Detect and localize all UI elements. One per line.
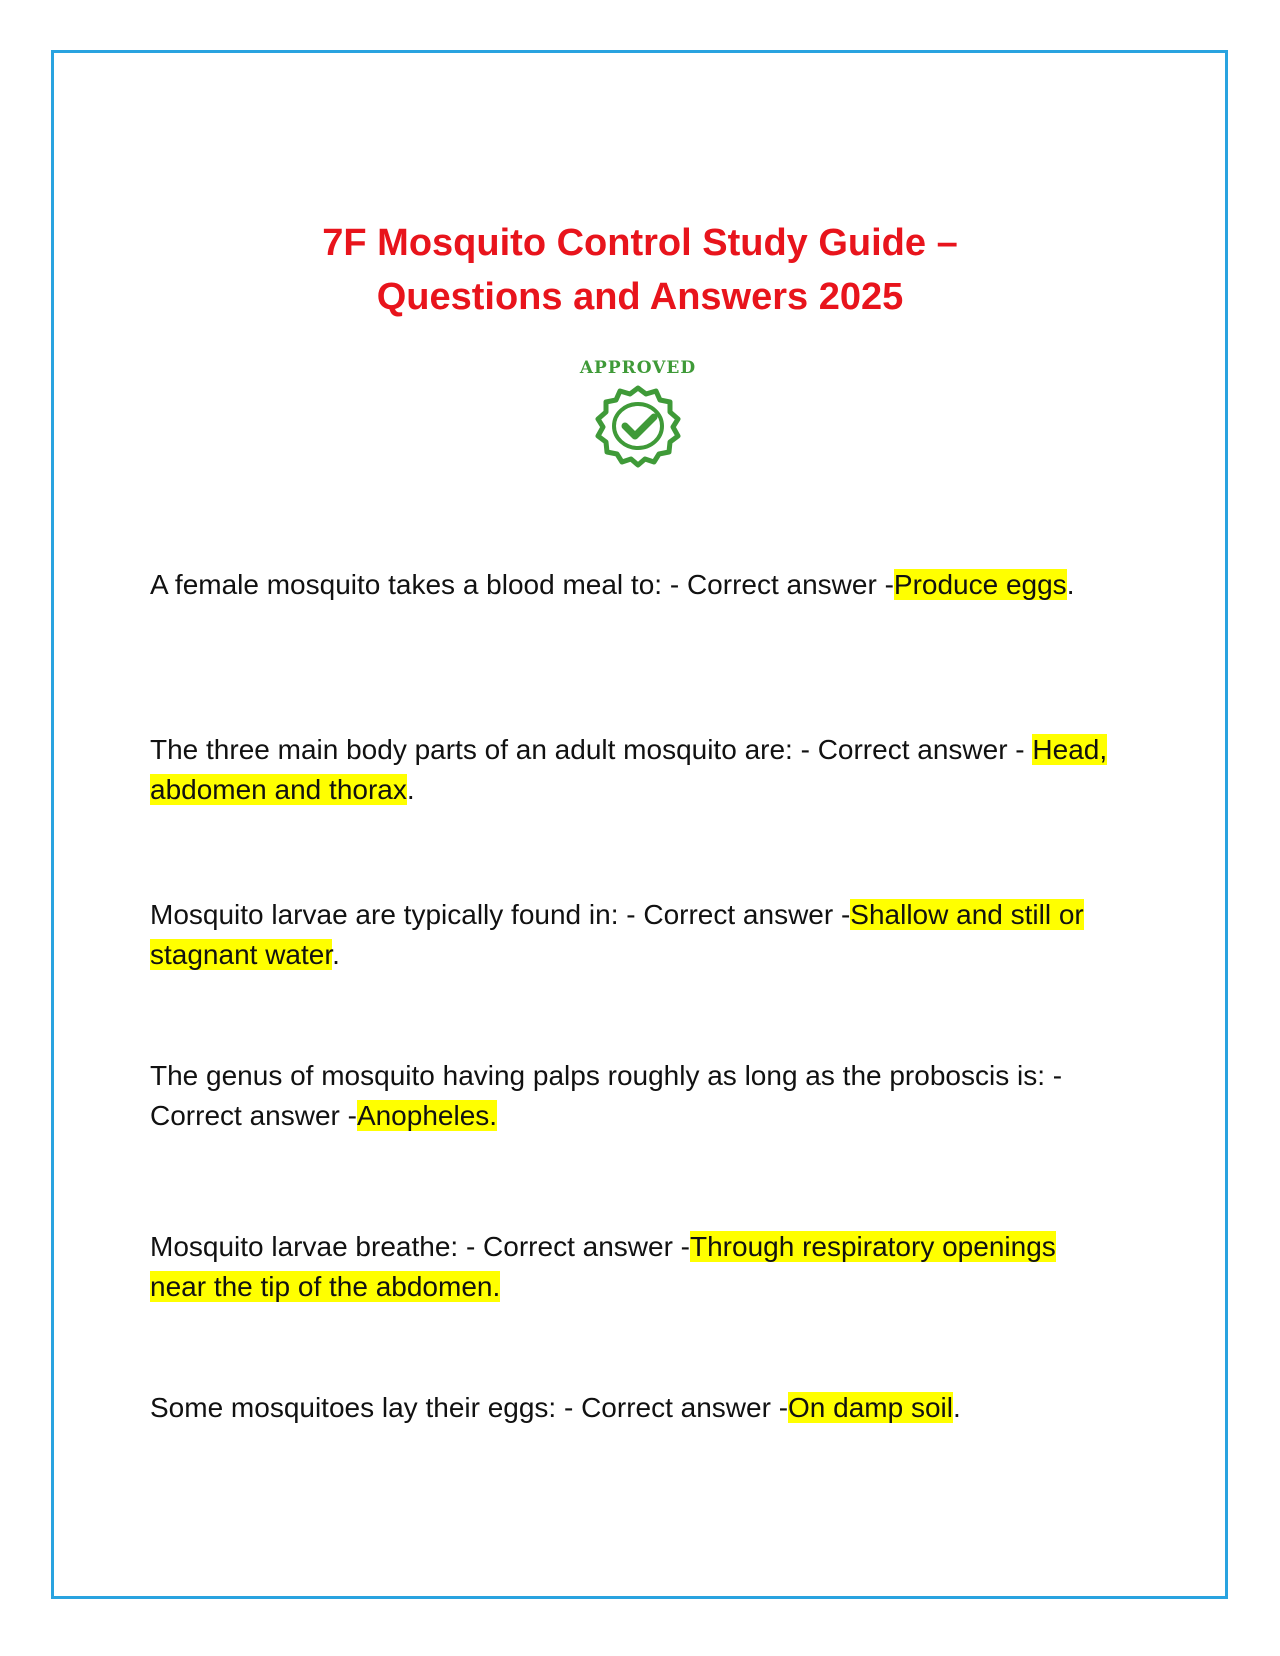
question-text: The three main body parts of an adult mosquito are: - Correct answer - <box>150 734 1033 765</box>
answer-tail: . <box>332 939 340 970</box>
question-text: A female mosquito takes a blood meal to: - Correct answer - <box>150 569 894 600</box>
title-line-1: 7F Mosquito Control Study Guide – <box>322 222 958 264</box>
answer-highlight: On damp soil <box>788 1392 953 1423</box>
title-line-2: Questions and Answers 2025 <box>376 276 904 318</box>
stamp-label: APPROVED <box>579 358 697 378</box>
answer-tail: . <box>1066 569 1075 600</box>
question-text: Mosquito larvae breathe: - Correct answer - <box>150 1231 690 1262</box>
qa-item-3 <box>150 895 1110 975</box>
answer-highlight: Anopheles. <box>356 1100 498 1131</box>
qa-item-4 <box>150 1056 1110 1136</box>
answer-tail: . <box>406 774 415 805</box>
qa-item-2 <box>150 730 1110 810</box>
question-text: The genus of mosquito having palps roughly as long as the proboscis is: - Correct answer - <box>150 1060 1063 1131</box>
answer-highlight: Shallow and still or stagnant water <box>150 899 1084 970</box>
qa-item-6 <box>150 1388 1110 1428</box>
answer-highlight: Head, abdomen and thorax <box>150 734 1108 805</box>
answer-highlight: Through respiratory openings near the tip of the abdomen. <box>150 1231 1056 1302</box>
check-badge-icon <box>588 382 688 468</box>
qa-item-5 <box>150 1227 1110 1307</box>
approved-stamp <box>548 358 728 468</box>
answer-highlight: Produce eggs <box>893 569 1067 600</box>
question-text: Mosquito larvae are typically found in: - Correct answer - <box>150 899 851 930</box>
question-text: Some mosquitoes lay their eggs: - Correct answer - <box>150 1392 789 1423</box>
qa-item-1 <box>150 565 1110 605</box>
page-title <box>0 216 1280 324</box>
answer-tail: . <box>953 1392 961 1423</box>
